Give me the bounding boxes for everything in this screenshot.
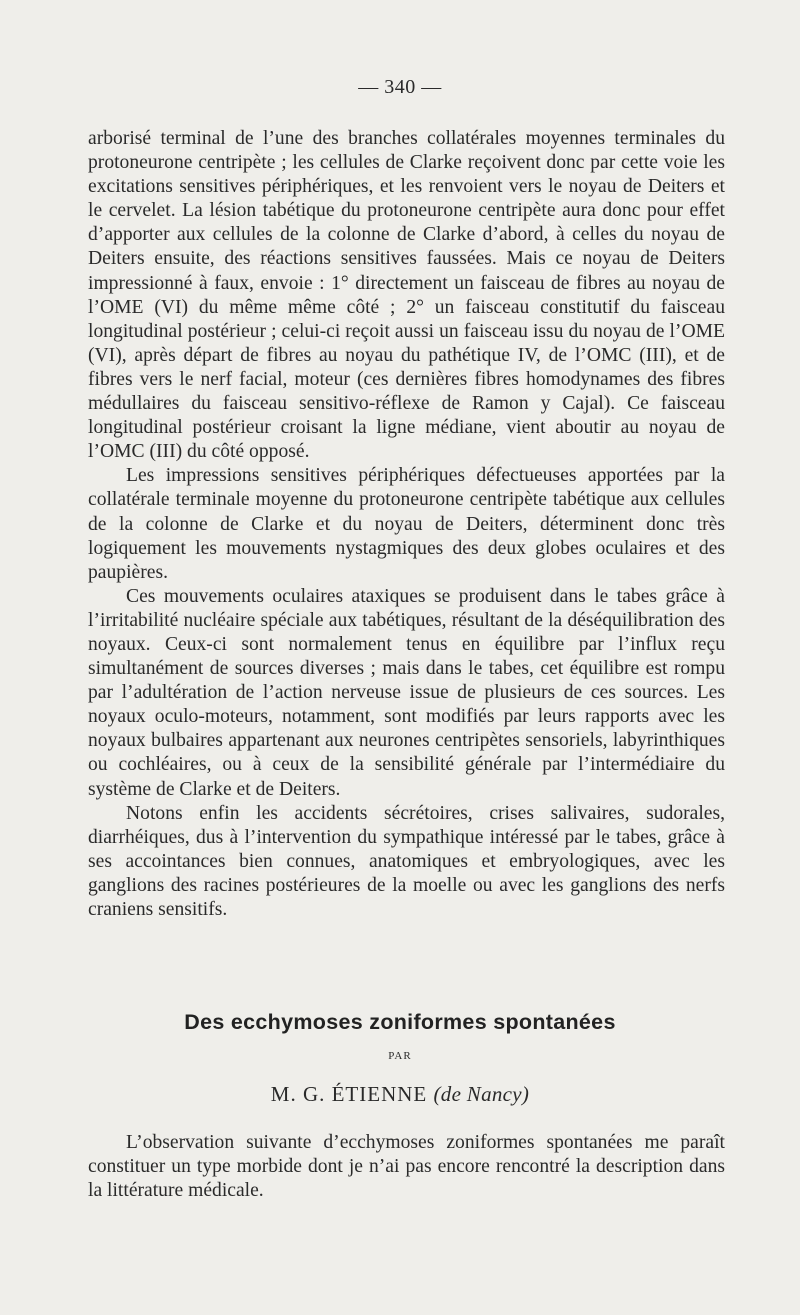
paragraph: Notons enfin les accidents sécrétoires, crises salivaires, sudorales, diarrhéiques, dus à l’intervention du sympathique intéressé par le tabes, grâce à ses accointances bien connues, anatomiques et embryologiques, avec les ganglions des racines postérieures de la moelle ou avec les ganglions des nerfs craniens sensitifs.	[88, 802, 725, 920]
paragraph: L’observation suivante d’ecchymoses zoniformes spontanées me paraît constituer un type morbide dont je n’ai pas encore rencontré la description dans la littérature médicale.	[88, 1132, 725, 1202]
body-text-previous-article	[88, 127, 725, 922]
article-title: Des ecchymoses zoniformes spontanées	[184, 1010, 616, 1034]
byline-par: PAR	[388, 1050, 412, 1062]
author-line	[0, 1082, 800, 1107]
paragraph: Ces mouvements oculaires ataxiques se produisent dans le tabes grâce à l’irritabilité nucléaire spéciale aux tabétiques, résultant de la déséquilibration des noyaux. Ceux-ci sont normalement tenus en équilibre par l’influx reçu simultanément de sources diverses ; mais dans le tabes, cet équilibre est rompu par l’adultération de l’action nerveuse issue de plusieurs de ces sources. Les noyaux oculo-moteurs, notamment, sont modifiés par leurs rapports avec les noyaux bulbaires appartenant aux neurones centripètes sensoriels, labyrinthiques ou cochléaires, ou à ceux de la sensibilité générale par l’intermédiaire du système de Clarke et de Deiters.	[88, 585, 725, 800]
author-name: M. G. ÉTIENNE	[270, 1082, 428, 1106]
paragraph: arborisé terminal de l’une des branches collatérales moyennes terminales du protoneurone centripète ; les cellules de Clarke reçoivent donc par cette voie les excitations sensitives périphériques, et les renvoient vers le noyau de Deiters et le cervelet. La lésion tabétique du protoneurone centripète aura donc pour effet d’apporter aux cellules de la colonne de Clarke d’abord, à celles du noyau de Deiters ensuite, des réactions sensitives faussées. Mais ce noyau de Deiters impressionné à faux, envoie : 1° directement un faisceau de fibres au noyau de l’OME (VI) du même même côté ; 2° un faisceau constitutif du faisceau longitudinal postérieur ; celui-ci reçoit aussi un faisceau issu du noyau de l’OME (VI), après départ de fibres au noyau du pathétique IV, de l’OMC (III), et de fibres vers le nerf facial, moteur (ces dernières fibres homodynames des fibres médullaires du faisceau sensitivo-réflexe de Ramon y Cajal). Ce faisceau longitudinal postérieur croisant la ligne médiane, vient aboutir au noyau de l’OMC (III) du côté opposé.	[88, 128, 725, 463]
page-number: — 340 —	[358, 76, 442, 98]
author-affiliation: (de Nancy)	[433, 1082, 530, 1106]
body-text-new-article	[88, 1131, 725, 1203]
paragraph: Les impressions sensitives périphériques défectueuses apportées par la collatérale terminale moyenne du protoneurone centripète tabétique aux cellules de la colonne de Clarke et du noyau de Deiters, déterminent donc très logiquement les mouvements nystagmiques des deux globes oculaires et des paupières.	[88, 465, 725, 583]
